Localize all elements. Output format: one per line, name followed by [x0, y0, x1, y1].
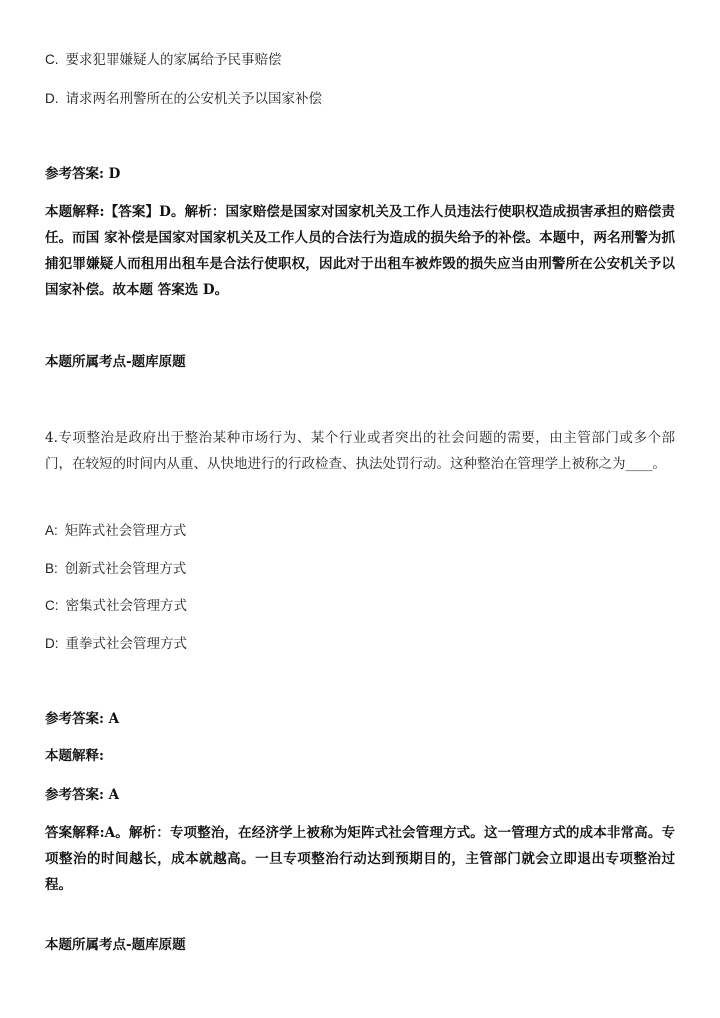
option-text: 密集式社会管理方式	[65, 598, 187, 614]
option-letter: C.	[45, 52, 59, 67]
option-letter: D:	[45, 636, 59, 651]
option-letter: C:	[45, 598, 59, 613]
option-c	[45, 50, 282, 70]
source-label: 本题所属考点-题库原题	[45, 937, 186, 953]
answer-label: 参考答案: A	[45, 711, 120, 727]
option-text: 请求两名刑警所在的公安机关予以国家补偿	[65, 91, 322, 107]
source-label: 本题所属考点-题库原题	[45, 354, 186, 370]
option-letter: A:	[45, 523, 58, 538]
option-letter: D.	[45, 91, 59, 106]
option-d	[45, 89, 322, 109]
option-text: 要求犯罪嫌疑人的家属给予民事赔偿	[65, 52, 282, 68]
explanation-label: 本题解释:	[45, 748, 104, 764]
answer-label: 参考答案: D	[45, 166, 121, 182]
option-d	[45, 634, 187, 654]
option-text: 重拳式社会管理方式	[65, 636, 187, 652]
option-b	[45, 559, 186, 579]
option-letter: B:	[45, 561, 58, 576]
option-text: 创新式社会管理方式	[64, 561, 187, 577]
option-a	[45, 521, 186, 541]
explanation-paragraph: 本题解释:【答案】D。解析：国家赔偿是国家对国家机关及工作人员违法行使职权造成损害承担的赔偿责任。而国 家补偿是国家对国家机关及工作人员的合法行为造成的损失给予的补偿。本题中，两名刑警为抓捕犯罪嫌疑人而租用出租车是合法行使职权，因此对于出租车被炸毁的损失应当由刑警所在公安机关予以国家补偿。故本题 答案选 D。	[45, 204, 675, 298]
option-c	[45, 596, 187, 616]
option-text: 矩阵式社会管理方式	[64, 523, 187, 539]
answer-label: 参考答案: A	[45, 787, 120, 803]
explanation-paragraph: 答案解释:A。解析：专项整治，在经济学上被称为矩阵式社会管理方式。这一管理方式的成本非常高。专项整治的时间越长，成本就越高。一旦专项整治行动达到预期目的，主管部门就会立即退出专项整治过程。	[45, 825, 675, 893]
question-stem: 4.专项整治是政府出于整治某种市场行为、某个行业或者突出的社会问题的需要，由主管部门或多个部门，在较短的时间内从重、从快地进行的行政检查、执法处罚行动。这种整治在管理学上被称之为____。	[45, 430, 675, 472]
